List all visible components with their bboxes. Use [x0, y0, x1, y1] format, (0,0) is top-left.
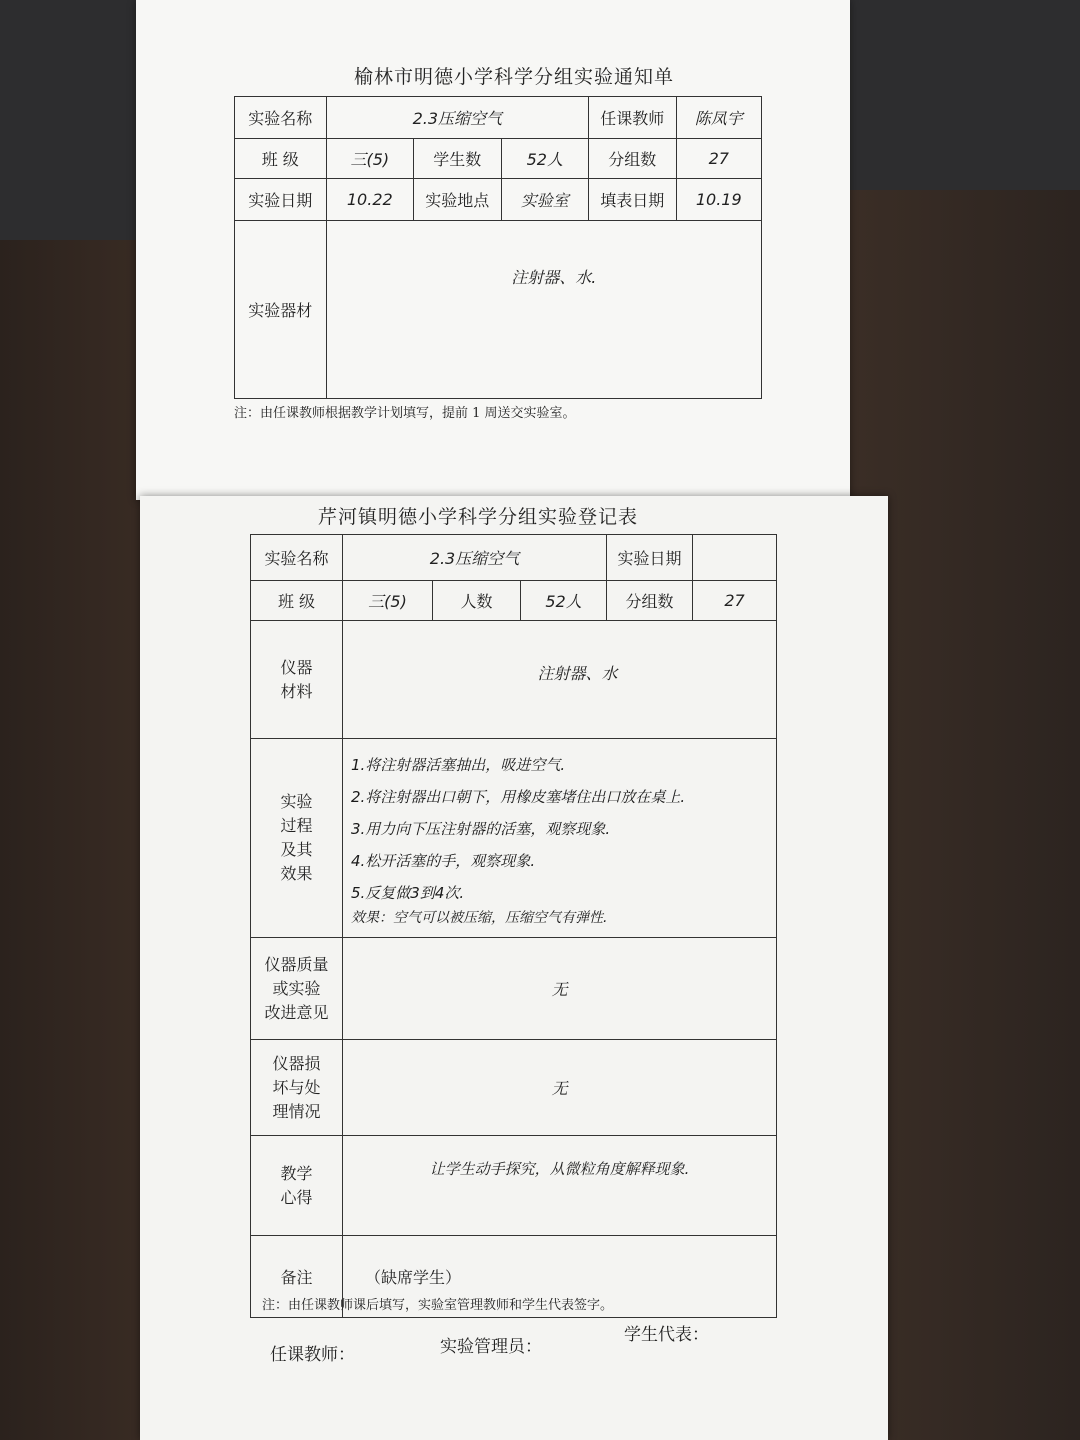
- process-line: 效果：空气可以被压缩，压缩空气有弹性.: [351, 910, 608, 926]
- reg-label-class: 班 级: [251, 581, 343, 621]
- reg-label-damage-line1: 仪器损: [272, 1053, 321, 1073]
- process-line: 4.松开活塞的手，观察现象.: [351, 852, 536, 870]
- register-table: [250, 534, 777, 1318]
- label-fill-date: 填表日期: [589, 179, 676, 221]
- value-class: 三(5): [326, 139, 413, 179]
- reg-value-groups: 27: [693, 581, 777, 621]
- reg-label-quality: [251, 938, 343, 1040]
- process-line: 1.将注射器活塞抽出，吸进空气.: [351, 756, 566, 774]
- notice-table: [234, 96, 762, 399]
- reg-label-process-line1: 实验: [280, 792, 313, 811]
- reg-label-reflection-line1: 教学: [280, 1163, 313, 1183]
- reg-value-remarks: （缺席学生）: [343, 1236, 777, 1318]
- reg-label-damage: [251, 1040, 343, 1136]
- reg-label-materials-line2: 材料: [280, 681, 313, 701]
- reg-value-class: 三(5): [343, 581, 433, 621]
- label-date: 实验日期: [235, 179, 327, 221]
- reg-label-people: 人数: [433, 581, 521, 621]
- reg-label-experiment-name: 实验名称: [251, 535, 343, 581]
- reg-label-reflection: [251, 1136, 343, 1236]
- reg-label-damage-line2: 坏与处: [272, 1077, 321, 1097]
- reg-label-remarks: 备注: [251, 1236, 343, 1318]
- register-footnote: 注：由任课教师课后填写，实验室管理教师和学生代表签字。: [262, 1298, 614, 1313]
- value-experiment-name: 2.3压缩空气: [326, 97, 588, 139]
- reg-label-process-line2: 过程: [280, 816, 313, 835]
- reg-value-people: 52人: [521, 581, 607, 621]
- label-experiment-name: 实验名称: [235, 97, 327, 139]
- value-materials: 注射器、水.: [326, 221, 761, 399]
- reg-label-reflection-line2: 心得: [280, 1187, 313, 1207]
- reg-value-quality: 无: [343, 938, 777, 1040]
- experiment-register-sheet: [140, 496, 888, 1440]
- label-place: 实验地点: [414, 179, 501, 221]
- process-line: 3.用力向下压注射器的活塞，观察现象.: [351, 820, 611, 838]
- reg-label-quality-line3: 改进意见: [264, 1002, 329, 1022]
- experiment-notice-sheet: [136, 0, 850, 500]
- label-teacher: 任课教师: [589, 97, 676, 139]
- value-groups: 27: [676, 139, 761, 179]
- label-materials: 实验器材: [235, 221, 327, 399]
- reg-label-process-line4: 效果: [280, 864, 313, 883]
- value-place: 实验室: [501, 179, 589, 221]
- reg-label-damage-line3: 理情况: [272, 1101, 321, 1121]
- reg-label-date: 实验日期: [607, 535, 693, 581]
- process-line: 2.将注射器出口朝下，用橡皮塞堵住出口放在桌上.: [351, 788, 686, 806]
- label-groups: 分组数: [589, 139, 676, 179]
- signature-student-rep: 学生代表：: [624, 1325, 709, 1345]
- reg-label-groups: 分组数: [607, 581, 693, 621]
- value-fill-date: 10.19: [676, 179, 761, 221]
- signature-lab-manager: 实验管理员：: [440, 1337, 542, 1357]
- notice-footnote: 注：由任课教师根据教学计划填写，提前 1 周送交实验室。: [234, 406, 576, 421]
- register-title: 芹河镇明德小学科学分组实验登记表: [318, 506, 639, 528]
- reg-value-process: [343, 739, 777, 938]
- reg-label-materials-line1: 仪器: [280, 657, 313, 677]
- notice-title: 榆林市明德小学科学分组实验通知单: [354, 66, 675, 88]
- label-students: 学生数: [414, 139, 501, 179]
- label-class: 班 级: [235, 139, 327, 179]
- value-date: 10.22: [326, 179, 413, 221]
- process-line: 5.反复做3到4次.: [351, 884, 465, 902]
- reg-label-quality-line2: 或实验: [272, 978, 321, 998]
- reg-value-experiment-name: 2.3压缩空气: [343, 535, 607, 581]
- reg-label-materials: [251, 621, 343, 739]
- reg-label-process: [251, 739, 343, 938]
- reg-value-date: [693, 535, 777, 581]
- signature-teacher: 任课教师：: [270, 1345, 355, 1365]
- reg-label-quality-line1: 仪器质量: [264, 954, 329, 974]
- value-teacher: 陈凤宇: [676, 97, 761, 139]
- reg-value-materials: 注射器、水: [343, 621, 777, 739]
- value-students: 52人: [501, 139, 589, 179]
- reg-value-damage: 无: [343, 1040, 777, 1136]
- reg-value-reflection: 让学生动手探究，从微粒角度解释现象.: [343, 1136, 777, 1236]
- reg-label-process-line3: 及其: [280, 840, 313, 859]
